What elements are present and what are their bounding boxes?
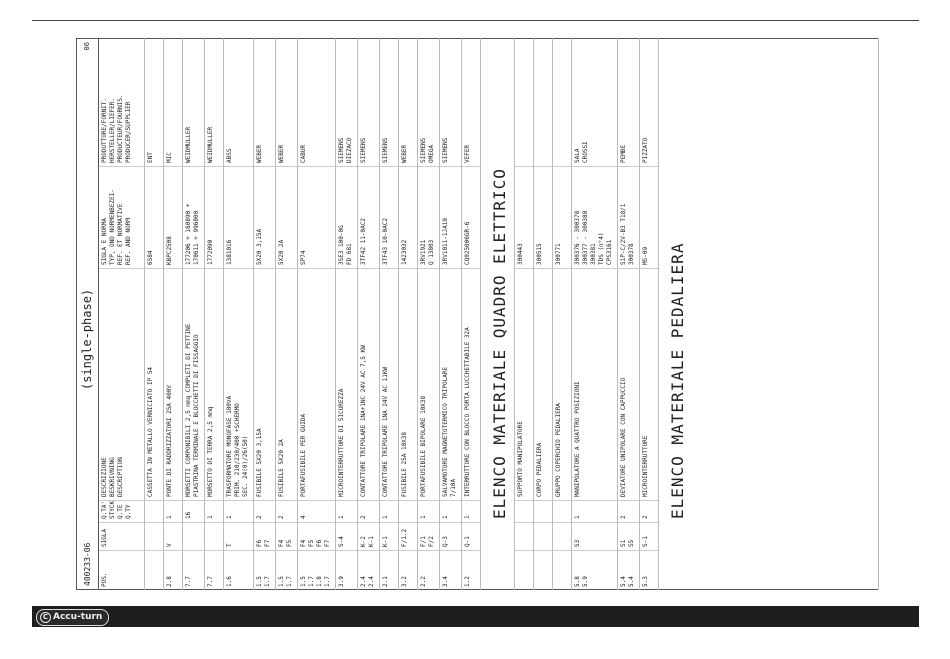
quadro-cell-prod: SIEMENS OMEGA — [420, 137, 435, 163]
pedaliera-cell-code: 300443 — [515, 166, 533, 268]
pedaliera-cell-code: 300376 - 300378 300377 - 300380 300381 TDS (n°4) CPS3161 — [572, 166, 617, 268]
pedaliera-cell-prod — [534, 38, 552, 166]
quadro-row — [462, 38, 481, 590]
pedaliera-cell-qty — [515, 500, 533, 522]
quadro-cell-prod: WEBER — [256, 144, 263, 163]
quadro-row — [164, 38, 183, 590]
quadro-cell-sigla: F/1 F/2 — [418, 522, 439, 550]
brand-name: Accu-turn — [53, 612, 103, 622]
quadro-cell-pos: 2.1 — [380, 550, 398, 590]
quadro-cell-qty — [145, 500, 163, 522]
brand-logo — [36, 609, 109, 626]
pedaliera-cell-pos: 5.8 5.9 — [572, 550, 617, 590]
quadro-cell-desc: PONTE DI RADDRIZZATORI 25A 400V — [164, 268, 182, 500]
quadro-cell-code: CQ025006GR-6 — [462, 166, 480, 268]
quadro-cell-pos: 2.4 2.4 — [358, 550, 379, 590]
quadro-cell-code: 5X20 3,15A — [254, 166, 275, 268]
quadro-cell-sigla: K-2 K-1 — [358, 522, 379, 550]
quadro-cell-qty: 1 — [224, 500, 253, 522]
pedaliera-cell-qty: 1 — [572, 500, 617, 522]
quadro-row — [254, 38, 276, 590]
quadro-cell-qty: 4 — [298, 500, 335, 522]
pedaliera-cell-desc: SUPPORTO MANIPOLATORE — [515, 268, 533, 500]
quadro-cell-pos: 2.2 — [418, 550, 439, 590]
quadro-cell-qty: 2 — [254, 500, 275, 522]
quadro-cell-desc: MORSETTI COMPONIBILI 2,5 mmq COMPLETI DI PETTINE PIASTRINA TERMINALE E BLOCCHETTI DI FISSAGGIO — [183, 268, 204, 500]
pedaliera-cell-desc: GRUPPO COPERCHIO PEDALIERA — [553, 268, 571, 500]
quadro-cell-sigla: Q-1 — [462, 522, 480, 550]
quadro-cell-sigla: Q-3 — [440, 522, 461, 550]
quadro-cell-pos: 3.2 — [399, 550, 417, 590]
pedaliera-cell-desc: MANIPOLATORE A QUATTRO POSIZIONI — [572, 268, 617, 500]
quadro-cell-prod: ABSS — [226, 148, 233, 163]
quadro-cell-prod: SIEMENS DIEZACO — [338, 137, 353, 163]
quadro-cell-code: 3TF43 10-0AC2 — [380, 166, 398, 268]
pedaliera-cell-qty — [534, 500, 552, 522]
quadro-cell-prod: SIEMENS — [360, 137, 367, 163]
quadro-cell-code: 5X20 2A — [276, 166, 297, 268]
pedaliera-cell-pos: 5.3 — [640, 550, 658, 590]
pedaliera-cell-pos: 5.4 5.4 — [618, 550, 639, 590]
quadro-cell-desc: SALVAMOTORE MAGNETOTERMICO TRIPOLARE 7/10A — [440, 268, 461, 500]
quadro-cell-qty: 2 — [276, 500, 297, 522]
quadro-cell-desc: FUSIBILE 25A 10X38 — [399, 268, 417, 500]
pedaliera-row — [515, 38, 534, 590]
quadro-cell-qty: 1 — [205, 500, 223, 522]
pedaliera-cell-sigla — [515, 522, 533, 550]
parts-list-table — [76, 38, 879, 590]
pedaliera-cell-sigla: S-1 — [640, 522, 658, 550]
pedaliera-cell-prod — [553, 38, 571, 166]
quadro-row — [183, 38, 205, 590]
header-producer: PRODUTTORE/FORNIT. HERSTELLER/LIEFER. PRODUCTEUR/FOURNIS. PRODUCER/SUPPLIER — [101, 94, 132, 163]
quadro-cell-sigla: F6 F7 — [254, 522, 275, 550]
quadro-cell-sigla: V — [164, 522, 182, 550]
quadro-cell-code: 1423032 — [399, 166, 417, 268]
quadro-cell-desc: CONTATTORE TRIPOLARE 1NA 24V AC 11KW — [380, 268, 398, 500]
quadro-cell-desc: MORSETTO DI TERRA 2,5 mmq — [205, 268, 223, 500]
parts-list-sheet — [76, 38, 879, 590]
quadro-cell-prod: VEFER — [464, 144, 471, 163]
quadro-cell-qty: 1 — [462, 500, 480, 522]
quadro-cell-code: 3RV1011-1JA10 — [440, 166, 461, 268]
quadro-cell-pos — [145, 550, 163, 590]
quadro-cell-desc: MICROINTERRUTTORE DI SICUREZZA — [336, 268, 357, 500]
quadro-cell-qty — [399, 500, 417, 522]
quadro-cell-prod: WEIDMULLER — [185, 126, 192, 163]
quadro-cell-prod: WEBER — [401, 144, 408, 163]
quadro-cell-pos: 2.8 — [164, 550, 182, 590]
quadro-cell-desc: PORTAFUSIBILE PER GUIDA — [298, 268, 335, 500]
quadro-cell-desc: TRASFORMATORE MONOFASE 100VA PRIM. 210/230/400 +SCHERMO SEC. 24(0)/26(50) — [224, 268, 253, 500]
quadro-cell-sigla: F4 F5 — [276, 522, 297, 550]
quadro-cell-desc: CASSETTA IN METALLO VERNICIATO IP 54 — [145, 268, 163, 500]
quadro-row — [358, 38, 380, 590]
pedaliera-cell-qty: 2 — [618, 500, 639, 522]
quadro-cell-qty: 16 — [183, 500, 204, 522]
quadro-row — [380, 38, 399, 590]
pedaliera-cell-code: S1P-C/2V-B3 T18/1 300378 — [618, 166, 639, 268]
section-title-pedaliera-text: ELENCO MATERIALE PEDALIERA — [668, 242, 687, 519]
quadro-cell-desc: INTERRUTTORE CON BLOCCO PORTA LUCCHETTABILE 32A — [462, 268, 480, 500]
quadro-cell-sigla: K-1 — [380, 522, 398, 550]
quadro-cell-pos: 1.5 1.7 1.8 1.7 — [298, 550, 335, 590]
quadro-row — [276, 38, 298, 590]
quadro-row — [399, 38, 418, 590]
quadro-cell-pos: 1.6 — [224, 550, 253, 590]
quadro-cell-pos: 1.2 — [462, 550, 480, 590]
quadro-cell-qty: 1 — [336, 500, 357, 522]
header-qty: Q.TA' STYCK Q.TE Q.TY — [99, 500, 144, 522]
quadro-cell-prod: ENT — [147, 152, 154, 163]
pedaliera-cell-sigla: S1 S5 — [618, 522, 639, 550]
quadro-cell-qty: 1 — [164, 500, 182, 522]
quadro-cell-qty: 1 — [440, 500, 461, 522]
quadro-cell-code: SP74 — [298, 166, 335, 268]
header-code: SIGLA E NORMA TYP, OND NORMENBEZEI- REF. ET NORMATIVE REF. AND NORM — [99, 166, 144, 268]
quadro-cell-qty: 2 — [358, 500, 379, 522]
pedaliera-cell-sigla — [534, 522, 552, 550]
quadro-cell-pos: 3.4 — [440, 550, 461, 590]
quadro-cell-pos: 7.7 — [183, 550, 204, 590]
pedaliera-cell-pos — [534, 550, 552, 590]
quadro-cell-code: 1772090 — [205, 166, 223, 268]
quadro-cell-prod: WEIDMULLER — [207, 126, 214, 163]
quadro-cell-sigla: T — [224, 522, 253, 550]
top-rule — [32, 20, 919, 21]
sheet-number: 06 — [83, 42, 91, 51]
quadro-cell-pos: 1.5 1.7 — [276, 550, 297, 590]
quadro-cell-sigla: S-4 — [336, 522, 357, 550]
pedaliera-row — [640, 38, 659, 590]
quadro-cell-sigla: F4 F5 F6 F7 — [298, 522, 335, 550]
quadro-cell-desc: PORTAFUSIBILE BIPOLARE 10X38 — [418, 268, 439, 500]
section-title-quadro — [481, 38, 515, 590]
pedaliera-cell-pos — [553, 550, 571, 590]
quadro-row — [145, 38, 164, 590]
quadro-cell-desc: FUSIBILE 5X20 2A — [276, 268, 297, 500]
quadro-cell-code: 6584 — [145, 166, 163, 268]
pedaliera-cell-code: 300771 — [553, 166, 571, 268]
quadro-cell-prod: MIC — [166, 152, 173, 163]
pedaliera-cell-sigla: S3 — [572, 522, 617, 550]
section-title-quadro-text: ELENCO MATERIALE QUADRO ELETTRICO — [490, 168, 509, 519]
header-description: DESCRIZIONE BESKRIVNING DESCRIPTION — [99, 268, 144, 500]
quadro-cell-qty: 1 — [418, 500, 439, 522]
pedaliera-cell-code: MS-09 — [640, 166, 658, 268]
pedaliera-cell-desc: DEVIATORE UNIPOLARE CON CAPPUCCIO — [618, 268, 639, 500]
pedaliera-row — [618, 38, 640, 590]
quadro-cell-prod: SIEMENS — [382, 137, 389, 163]
quadro-cell-pos: 3.9 — [336, 550, 357, 590]
quadro-cell-sigla: F/1.2 — [399, 522, 417, 550]
pedaliera-cell-prod: SALA CROSSI — [574, 141, 589, 163]
pedaliera-cell-prod: PIZZATO — [642, 137, 649, 163]
quadro-cell-prod: CABUR — [300, 144, 307, 163]
quadro-row — [440, 38, 462, 590]
quadro-row — [418, 38, 440, 590]
pedaliera-row — [534, 38, 553, 590]
pedaliera-cell-pos — [515, 550, 533, 590]
drawing-number: 400233-06 — [83, 542, 92, 586]
title-block — [76, 38, 99, 590]
pedaliera-cell-qty — [553, 500, 571, 522]
pedaliera-cell-desc: MICROINTERRUTTORE — [640, 268, 658, 500]
quadro-row — [205, 38, 224, 590]
pedaliera-row — [572, 38, 618, 590]
pedaliera-cell-code: 300515 — [534, 166, 552, 268]
phase-label: (single-phase) — [80, 288, 94, 390]
quadro-cell-prod: SIEMENS — [442, 137, 449, 163]
pedaliera-cell-prod — [515, 38, 533, 166]
quadro-cell-desc: FUSIBILE 5X20 3,15A — [254, 268, 275, 500]
quadro-cell-code: 3TF42 11-0AC2 — [358, 166, 379, 268]
quadro-cell-code: 3RV1921 Q 13803 — [418, 166, 439, 268]
pedaliera-cell-prod: PEMBE — [620, 144, 627, 163]
quadro-cell-code: 3SE3 100-0G FD 681 — [336, 166, 357, 268]
header-pos: POS. — [99, 550, 144, 590]
section-title-pedaliera — [659, 38, 879, 590]
pedaliera-row — [553, 38, 572, 590]
quadro-cell-sigla — [183, 522, 204, 550]
pedaliera-cell-sigla — [553, 522, 571, 550]
header-sigla: SIGLA — [99, 522, 144, 550]
quadro-cell-code: 177206 + 160890 + 170611 + 996000 — [183, 166, 204, 268]
quadro-row — [336, 38, 358, 590]
quadro-cell-code: KBPC2508 — [164, 166, 182, 268]
logo-mark-icon: C — [40, 612, 51, 623]
quadro-cell-desc: CONTATTORE TRIPOLARE 1NA+1NC 24V AC 7,5 KW — [358, 268, 379, 500]
quadro-cell-sigla — [145, 522, 163, 550]
quadro-cell-code: 1381016 — [224, 166, 253, 268]
footer-bar — [32, 606, 919, 627]
pedaliera-cell-qty: 2 — [640, 500, 658, 522]
quadro-cell-qty: 1 — [380, 500, 398, 522]
quadro-cell-prod: WEBER — [278, 144, 285, 163]
quadro-cell-sigla — [205, 522, 223, 550]
quadro-row — [224, 38, 254, 590]
quadro-cell-pos: 7.7 — [205, 550, 223, 590]
quadro-cell-pos: 1.5 1.7 — [254, 550, 275, 590]
header-row — [99, 38, 145, 590]
quadro-row — [298, 38, 336, 590]
pedaliera-cell-desc: CORPO PEDALIERA — [534, 268, 552, 500]
